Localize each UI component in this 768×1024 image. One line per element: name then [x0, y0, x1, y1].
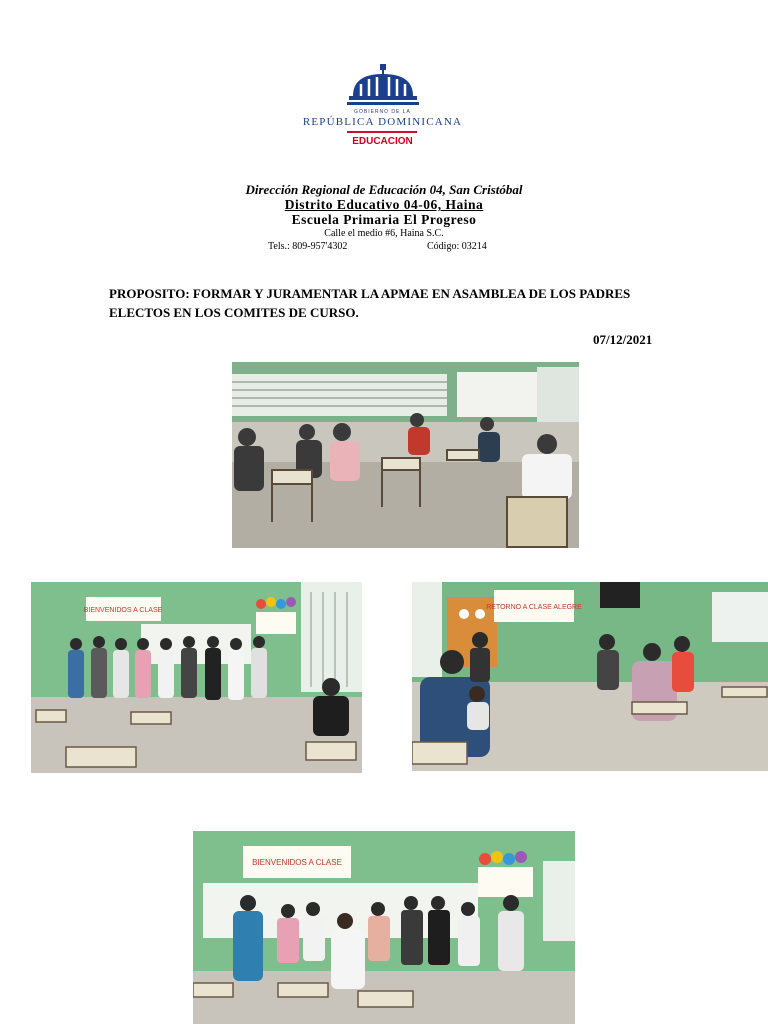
school-name: Escuela Primaria El Progreso	[291, 212, 477, 227]
government-education-logo	[275, 62, 490, 154]
dome-emblem-icon	[347, 64, 419, 108]
meeting-photo-4	[193, 831, 575, 1024]
logo-line-gobierno: GOBIERNO DE LA	[354, 109, 411, 115]
educational-district: Distrito Educativo 04-06, Haina	[284, 197, 484, 212]
logo-divider	[347, 131, 417, 133]
school-address: Calle el medio #6, Haina S.C.	[324, 228, 444, 239]
school-code: Código: 03214	[427, 241, 487, 252]
school-phone: Tels.: 809-957'4302	[268, 241, 348, 252]
logo-line-educacion: EDUCACION	[352, 136, 413, 147]
banner-text-2: RETORNO A CLASE ALEGRE	[486, 604, 582, 611]
logo-line-republica: REPÚBLICA DOMINICANA	[302, 116, 463, 128]
banner-text-1: BIENVENIDOS A CLASE	[83, 607, 163, 614]
purpose-statement: PROPOSITO: FORMAR Y JURAMENTAR LA APMAE EN ASAMBLEA DE LOS PADRES ELECTOS EN LOS COMITES DE CURSO.	[109, 286, 631, 320]
meeting-photo-2	[31, 582, 362, 773]
banner-text-3: BIENVENIDOS A CLASE	[252, 858, 342, 867]
regional-direction: Dirección Regional de Educación 04, San Cristóbal	[245, 182, 523, 197]
document-date: 07/12/2021	[593, 332, 653, 347]
meeting-photo-1	[232, 362, 579, 548]
meeting-photo-3	[412, 582, 768, 771]
